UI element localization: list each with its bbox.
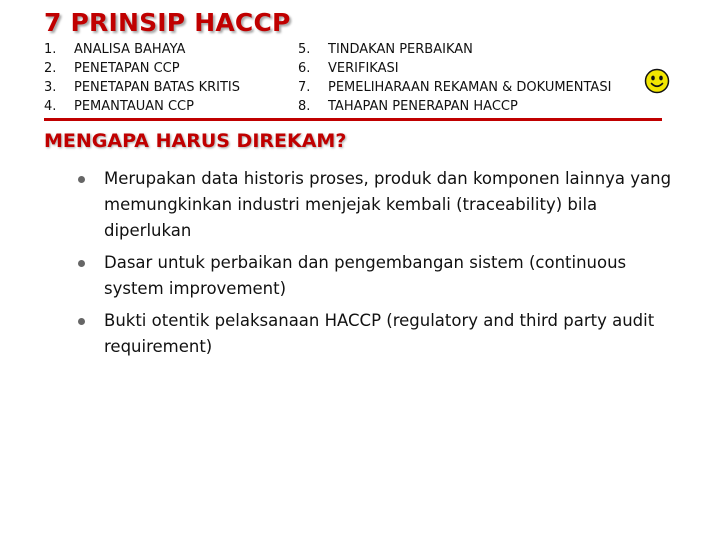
principle-number: 8.: [298, 99, 311, 114]
title-divider: [44, 118, 662, 121]
principle-label: ANALISA BAHAYA: [74, 42, 186, 57]
list-item-text: Merupakan data historis proses, produk dan komponen lainnya yang memungkinkan industri menjejak kembali (traceability) bila diperlukan: [104, 169, 672, 240]
principle-number: 2.: [44, 61, 57, 76]
bullet-icon: [78, 250, 104, 276]
principle-label: TAHAPAN PENERAPAN HACCP: [328, 99, 518, 114]
principle-label: PEMELIHARAAN REKAMAN & DOKUMENTASI: [328, 80, 612, 95]
principle-number: 1.: [44, 42, 57, 57]
principle-item: [44, 59, 240, 78]
list-item-text: Bukti otentik pelaksanaan HACCP (regulatory and third party audit requirement): [104, 311, 655, 356]
principle-item: [298, 97, 611, 116]
principle-number: 3.: [44, 80, 57, 95]
principle-item: [298, 40, 611, 59]
reasons-list: [78, 166, 678, 366]
principle-item: [298, 59, 611, 78]
list-item-text: Dasar untuk perbaikan dan pengembangan sistem (continuous system improvement): [104, 253, 627, 298]
smiley-face-icon: [644, 68, 670, 94]
principle-label: PEMANTAUAN CCP: [74, 99, 194, 114]
principle-item: [44, 40, 240, 59]
list-item: [78, 250, 678, 302]
bullet-icon: [78, 308, 104, 334]
bullet-icon: [78, 166, 104, 192]
principle-item: [44, 78, 240, 97]
principle-label: PENETAPAN CCP: [74, 61, 180, 76]
principles-list-right: [298, 40, 611, 116]
principle-label: TINDAKAN PERBAIKAN: [328, 42, 473, 57]
principle-number: 5.: [298, 42, 311, 57]
principle-number: 6.: [298, 61, 311, 76]
principle-number: 7.: [298, 80, 311, 95]
principle-label: PENETAPAN BATAS KRITIS: [74, 80, 241, 95]
list-item: [78, 166, 678, 244]
principles-list-left: [44, 40, 240, 116]
section-heading: MENGAPA HARUS DIREKAM?: [44, 130, 347, 152]
principle-label: VERIFIKASI: [328, 61, 399, 76]
principle-number: 4.: [44, 99, 57, 114]
page-title: 7 PRINSIP HACCP: [44, 8, 291, 37]
list-item: [78, 308, 678, 360]
principle-item: [298, 78, 611, 97]
principle-item: [44, 97, 240, 116]
